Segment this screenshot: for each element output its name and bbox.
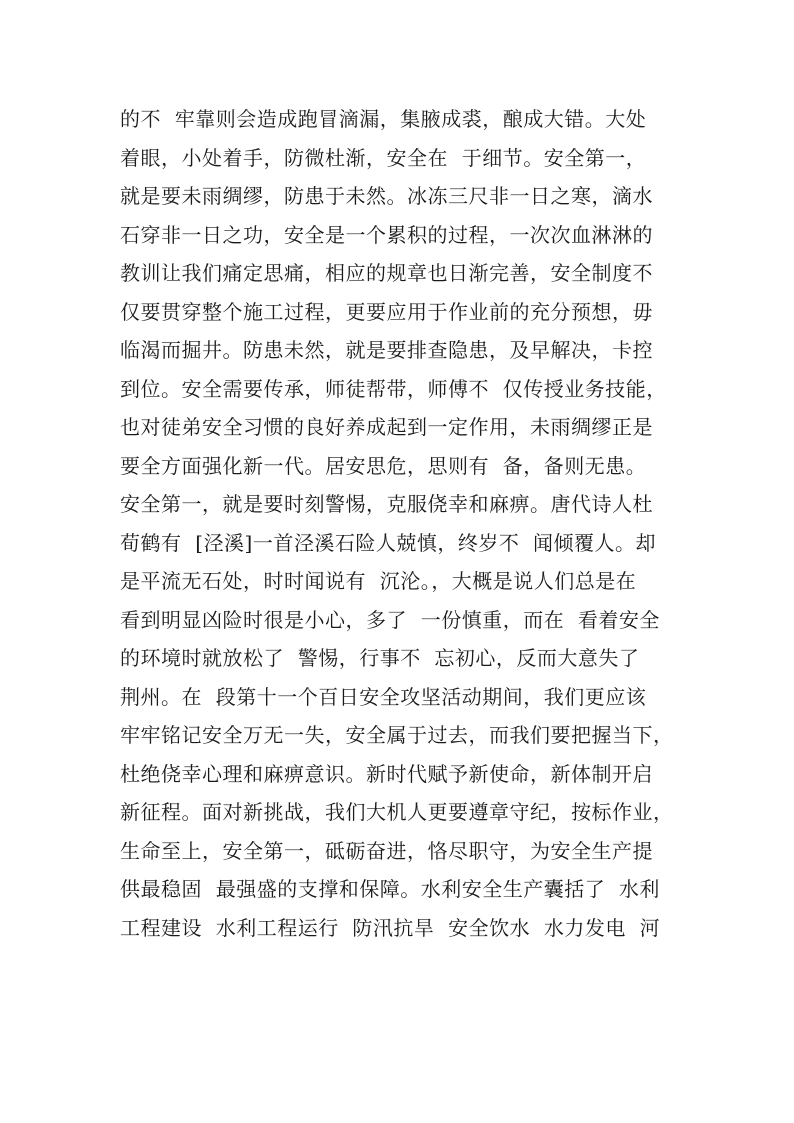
text-line: 看到明显凶险时很是小心，多了 一份慎重，而在 看着安全 xyxy=(120,607,660,632)
text-line: 牢牢铭记安全万无一失，安全属于过去，而我们要把握当下， xyxy=(120,723,674,747)
text-line: 着眼，小处着手，防微杜渐，安全在 于细节。安全第一， xyxy=(120,145,647,170)
text-line: 供最稳固 最强盛的支撑和保障。水利安全生产囊括了 水利 xyxy=(120,877,660,901)
text-line: 的环境时就放松了 警惕，行事不 忘初心，反而大意失了 xyxy=(120,646,640,670)
text-line: 新征程。面对新挑战，我们大机人更要遵章守纪，按标作业， xyxy=(120,800,674,824)
text-line: 要全方面强化新一代。居安思危，思则有 备，备则无患。 xyxy=(120,453,647,478)
text-line: 到位。安全需要传承，师徒帮带，师傅不 仅传授业务技能， xyxy=(120,376,667,401)
text-line: 是平流无石处，时时闻说有 沉沦。，大概是说人们总是在 xyxy=(120,569,637,593)
text-line: 教训让我们痛定思痛，相应的规章也日渐完善，安全制度不 xyxy=(120,261,653,285)
text-line: 荀鹤有 [泾溪]一首泾溪石险人兢慎，终岁不 闻倾覆人。却 xyxy=(120,530,657,555)
text-line: 石穿非一日之功，安全是一个累积的过程，一次次血淋淋的 xyxy=(120,222,653,247)
text-line: 杜绝侥幸心理和麻痹意识。新时代赋予新使命，新体制开启 xyxy=(120,761,653,786)
text-line: 也对徒弟安全习惯的良好养成起到一定作用，未雨绸缪正是 xyxy=(120,415,653,439)
text-line: 荆州。在 段第十一个百日安全攻坚活动期间，我们更应该 xyxy=(120,684,647,709)
document-body xyxy=(120,100,680,947)
text-line: 工程建设 水利工程运行 防汛抗旱 安全饮水 水力发电 河 xyxy=(120,915,661,940)
text-line: 仅要贯穿整个施工过程，更要应用于作业前的充分预想，毋 xyxy=(120,299,653,324)
text-line: 临渴而掘井。防患未然，就是要排查隐患，及早解决，卡控 xyxy=(120,338,653,362)
text-line: 生命至上，安全第一，砥砺奋进，恪尽职守，为安全生产提 xyxy=(120,838,653,863)
text-line: 安全第一，就是要时刻警惕，克服侥幸和麻痹。唐代诗人杜 xyxy=(120,492,653,516)
text-line: 就是要未雨绸缪，防患于未然。冰冻三尺非一日之寒，滴水 xyxy=(120,184,653,208)
text-line: 的不 牢靠则会造成跑冒滴漏，集腋成裘，酿成大错。大处 xyxy=(120,107,647,131)
